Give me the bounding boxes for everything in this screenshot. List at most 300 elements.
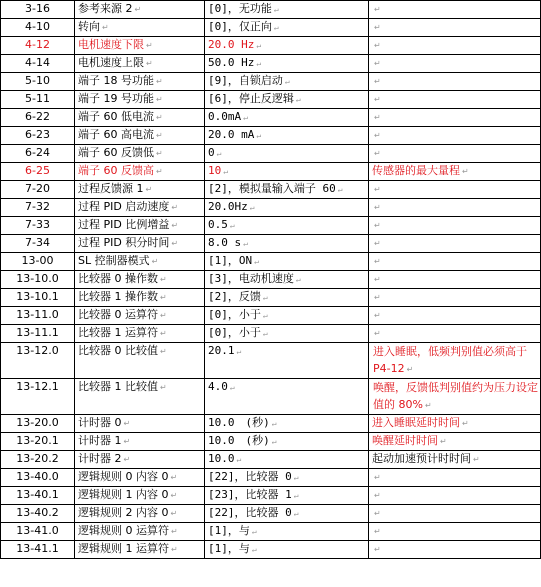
param-note-cell xyxy=(369,91,541,109)
paragraph-mark-icon: ↵ xyxy=(374,473,381,482)
paragraph-mark-icon: ↵ xyxy=(262,293,268,302)
paragraph-mark-icon: ↵ xyxy=(170,509,178,518)
param-value-text: 8.0 s xyxy=(208,236,242,249)
param-name-cell xyxy=(75,451,205,469)
paragraph-mark-icon: ↵ xyxy=(374,491,381,500)
param-note-cell xyxy=(369,289,541,307)
param-value-text: [0]，小于 xyxy=(208,308,261,321)
table-row xyxy=(1,55,541,73)
param-code-cell xyxy=(1,541,75,559)
param-note-cell xyxy=(369,451,541,469)
paragraph-mark-icon: ↵ xyxy=(374,5,381,14)
table-row xyxy=(1,163,541,181)
param-code-text: 7-20 xyxy=(25,182,50,195)
param-code-cell xyxy=(1,433,75,451)
param-code-text: 6-22 xyxy=(25,110,50,123)
param-code-text: 7-33 xyxy=(25,218,50,231)
param-value-cell xyxy=(205,235,369,253)
param-name-cell xyxy=(75,469,205,487)
paragraph-mark-icon: ↵ xyxy=(440,437,447,446)
param-code-text: 13-11.0 xyxy=(16,308,59,321)
param-name-text: 计时器 2 xyxy=(78,452,122,465)
paragraph-mark-icon: ↵ xyxy=(256,59,262,68)
param-code-text: 4-10 xyxy=(25,20,50,33)
param-value-cell xyxy=(205,37,369,55)
paragraph-mark-icon: ↵ xyxy=(293,509,299,518)
param-code-cell xyxy=(1,451,75,469)
param-value-text: 10 xyxy=(208,164,222,177)
paragraph-mark-icon: ↵ xyxy=(262,311,268,320)
param-value-text: [23]，比较器 1 xyxy=(208,488,292,501)
param-value-cell xyxy=(205,217,369,235)
param-value-text: [1]，与 xyxy=(208,524,250,537)
param-value-text: 20.0 mA xyxy=(208,128,255,141)
param-code-text: 13-10.0 xyxy=(16,272,59,285)
param-code-cell xyxy=(1,415,75,433)
param-value-text: [0]，仅正向 xyxy=(208,20,272,33)
paragraph-mark-icon: ↵ xyxy=(374,113,381,122)
table-row xyxy=(1,415,541,433)
param-name-cell xyxy=(75,199,205,217)
param-code-cell xyxy=(1,37,75,55)
paragraph-mark-icon: ↵ xyxy=(170,473,178,482)
param-code-text: 13-40.1 xyxy=(16,488,59,501)
paragraph-mark-icon: ↵ xyxy=(374,509,381,518)
param-code-text: 7-34 xyxy=(25,236,50,249)
param-note-cell xyxy=(369,433,541,451)
paragraph-mark-icon: ↵ xyxy=(374,311,381,320)
param-code-cell xyxy=(1,523,75,541)
table-row xyxy=(1,289,541,307)
param-code-text: 13-12.1 xyxy=(16,380,59,393)
param-code-cell xyxy=(1,181,75,199)
param-name-cell xyxy=(75,379,205,415)
paragraph-mark-icon: ↵ xyxy=(473,455,480,464)
paragraph-mark-icon: ↵ xyxy=(223,167,229,176)
param-value-text: 0.5 xyxy=(208,218,228,231)
param-note-cell xyxy=(369,505,541,523)
paragraph-mark-icon: ↵ xyxy=(156,149,163,158)
param-name-cell xyxy=(75,217,205,235)
param-code-text: 13-12.0 xyxy=(16,344,59,357)
param-code-text: 6-25 xyxy=(25,164,50,177)
param-name-text: 端子 19 号功能 xyxy=(78,92,154,105)
param-value-text: 50.0 Hz xyxy=(208,56,255,69)
param-code-text: 13-10.1 xyxy=(16,290,59,303)
param-value-text: 0.0mA xyxy=(208,110,242,123)
table-row xyxy=(1,451,541,469)
param-name-cell xyxy=(75,181,205,199)
param-code-cell xyxy=(1,289,75,307)
paragraph-mark-icon: ↵ xyxy=(229,383,235,392)
param-code-text: 13-40.0 xyxy=(16,470,59,483)
paragraph-mark-icon: ↵ xyxy=(374,221,381,230)
param-code-text: 4-14 xyxy=(25,56,50,69)
paragraph-mark-icon: ↵ xyxy=(295,275,301,284)
table-row xyxy=(1,199,541,217)
param-code-text: 13-41.0 xyxy=(16,524,59,537)
param-value-cell xyxy=(205,541,369,559)
param-value-cell xyxy=(205,253,369,271)
param-note-cell xyxy=(369,487,541,505)
param-name-cell xyxy=(75,325,205,343)
param-name-text: 过程 PID 启动速度 xyxy=(78,200,170,213)
table-row xyxy=(1,487,541,505)
param-name-cell xyxy=(75,109,205,127)
param-code-cell xyxy=(1,73,75,91)
param-code-text: 13-20.2 xyxy=(16,452,59,465)
param-note-text: 传感器的最大量程 xyxy=(372,164,460,177)
paragraph-mark-icon: ↵ xyxy=(374,95,381,104)
paragraph-mark-icon: ↵ xyxy=(271,437,277,446)
table-row xyxy=(1,271,541,289)
table-row xyxy=(1,541,541,559)
param-note-cell xyxy=(369,199,541,217)
param-value-text: 10.0 xyxy=(208,452,235,465)
param-name-cell xyxy=(75,145,205,163)
param-value-text: 10.0 (秒) xyxy=(208,434,270,447)
paragraph-mark-icon: ↵ xyxy=(256,41,262,50)
param-note-cell xyxy=(369,1,541,19)
param-value-text: [6]，停止反逻辑 xyxy=(208,92,294,105)
param-code-text: 13-41.1 xyxy=(16,542,59,555)
paragraph-mark-icon: ↵ xyxy=(337,185,343,194)
param-value-cell xyxy=(205,1,369,19)
paragraph-mark-icon: ↵ xyxy=(156,113,163,122)
parameter-table-body xyxy=(1,1,541,559)
param-name-text: 电机速度上限 xyxy=(78,56,144,69)
paragraph-mark-icon: ↵ xyxy=(374,329,381,338)
param-code-cell xyxy=(1,505,75,523)
param-code-text: 5-11 xyxy=(25,92,50,105)
paragraph-mark-icon: ↵ xyxy=(151,257,159,266)
param-value-cell xyxy=(205,91,369,109)
paragraph-mark-icon: ↵ xyxy=(273,23,279,32)
param-code-cell xyxy=(1,127,75,145)
param-name-text: 转向 xyxy=(78,20,100,33)
param-value-cell xyxy=(205,73,369,91)
param-name-text: 过程反馈源 1 xyxy=(78,182,144,195)
param-value-text: [0]，小于 xyxy=(208,326,261,339)
param-note-cell xyxy=(369,181,541,199)
paragraph-mark-icon: ↵ xyxy=(156,77,163,86)
param-code-text: 5-10 xyxy=(25,74,50,87)
table-row xyxy=(1,379,541,415)
param-value-text: [3]，电动机速度 xyxy=(208,272,294,285)
param-note-cell xyxy=(369,145,541,163)
param-name-text: 比较器 0 比较值 xyxy=(78,344,158,357)
param-value-text: 20.0 Hz xyxy=(208,38,255,51)
param-note-text: 进入睡眠延时时间 xyxy=(372,416,460,429)
paragraph-mark-icon: ↵ xyxy=(160,293,167,302)
paragraph-mark-icon: ↵ xyxy=(156,131,163,140)
param-code-cell xyxy=(1,487,75,505)
param-value-text: 10.0 (秒) xyxy=(208,416,270,429)
param-note-cell xyxy=(369,469,541,487)
paragraph-mark-icon: ↵ xyxy=(374,527,381,536)
table-row xyxy=(1,433,541,451)
paragraph-mark-icon: ↵ xyxy=(374,131,381,140)
param-name-text: 比较器 1 比较值 xyxy=(78,380,158,393)
table-row xyxy=(1,91,541,109)
paragraph-mark-icon: ↵ xyxy=(293,491,299,500)
param-name-text: 比较器 0 操作数 xyxy=(78,272,158,285)
table-row xyxy=(1,523,541,541)
param-code-cell xyxy=(1,91,75,109)
param-note-cell xyxy=(369,235,541,253)
table-row xyxy=(1,343,541,379)
param-note-cell xyxy=(369,343,541,379)
paragraph-mark-icon: ↵ xyxy=(284,77,290,86)
paragraph-mark-icon: ↵ xyxy=(160,275,167,284)
param-name-cell xyxy=(75,55,205,73)
param-note-text: 起动加速预计时时间 xyxy=(372,452,471,465)
paragraph-mark-icon: ↵ xyxy=(123,437,131,446)
param-note-cell xyxy=(369,163,541,181)
param-code-text: 3-16 xyxy=(25,2,50,15)
param-code-cell xyxy=(1,235,75,253)
param-name-cell xyxy=(75,271,205,289)
param-value-cell xyxy=(205,145,369,163)
param-value-text: [1]，与 xyxy=(208,542,250,555)
param-note-cell xyxy=(369,127,541,145)
param-value-text: [22]，比较器 0 xyxy=(208,506,292,519)
param-code-cell xyxy=(1,19,75,37)
paragraph-mark-icon: ↵ xyxy=(229,221,235,230)
paragraph-mark-icon: ↵ xyxy=(256,131,262,140)
paragraph-mark-icon: ↵ xyxy=(171,239,179,248)
paragraph-mark-icon: ↵ xyxy=(160,311,167,320)
param-code-cell xyxy=(1,271,75,289)
paragraph-mark-icon: ↵ xyxy=(102,23,109,32)
paragraph-mark-icon: ↵ xyxy=(262,329,268,338)
param-note-cell xyxy=(369,307,541,325)
paragraph-mark-icon: ↵ xyxy=(145,185,153,194)
param-code-text: 4-12 xyxy=(25,38,50,51)
param-name-text: 端子 18 号功能 xyxy=(78,74,154,87)
table-row xyxy=(1,73,541,91)
param-value-cell xyxy=(205,163,369,181)
paragraph-mark-icon: ↵ xyxy=(462,419,469,428)
table-row xyxy=(1,217,541,235)
param-name-cell xyxy=(75,235,205,253)
param-name-text: 端子 60 高电流 xyxy=(78,128,154,141)
param-name-cell xyxy=(75,37,205,55)
param-note-cell xyxy=(369,55,541,73)
param-value-cell xyxy=(205,109,369,127)
param-value-cell xyxy=(205,307,369,325)
paragraph-mark-icon: ↵ xyxy=(134,5,142,14)
param-value-cell xyxy=(205,415,369,433)
param-code-cell xyxy=(1,163,75,181)
param-name-cell xyxy=(75,307,205,325)
param-value-text: [0]，无功能 xyxy=(208,2,272,15)
param-name-text: 电机速度下限 xyxy=(78,38,144,51)
paragraph-mark-icon: ↵ xyxy=(374,203,381,212)
param-code-cell xyxy=(1,469,75,487)
param-name-cell xyxy=(75,523,205,541)
paragraph-mark-icon: ↵ xyxy=(374,239,381,248)
param-name-text: 端子 60 低电流 xyxy=(78,110,154,123)
paragraph-mark-icon: ↵ xyxy=(374,23,381,32)
param-value-cell xyxy=(205,523,369,541)
table-row xyxy=(1,1,541,19)
paragraph-mark-icon: ↵ xyxy=(374,59,381,68)
param-code-cell xyxy=(1,379,75,415)
paragraph-mark-icon: ↵ xyxy=(216,149,222,158)
param-value-cell xyxy=(205,199,369,217)
param-code-text: 7-32 xyxy=(25,200,50,213)
paragraph-mark-icon: ↵ xyxy=(374,185,381,194)
param-value-cell xyxy=(205,127,369,145)
paragraph-mark-icon: ↵ xyxy=(171,545,178,554)
paragraph-mark-icon: ↵ xyxy=(462,167,469,176)
param-code-cell xyxy=(1,343,75,379)
paragraph-mark-icon: ↵ xyxy=(374,545,381,554)
paragraph-mark-icon: ↵ xyxy=(170,491,178,500)
paragraph-mark-icon: ↵ xyxy=(123,455,131,464)
param-name-text: 端子 60 反馈低 xyxy=(78,146,154,159)
table-row xyxy=(1,505,541,523)
param-code-text: 13-20.1 xyxy=(16,434,59,447)
param-name-cell xyxy=(75,91,205,109)
table-row xyxy=(1,235,541,253)
param-name-cell xyxy=(75,253,205,271)
param-value-cell xyxy=(205,505,369,523)
param-value-text: [1]，ON xyxy=(208,254,253,267)
param-value-cell xyxy=(205,325,369,343)
param-value-cell xyxy=(205,343,369,379)
param-name-cell xyxy=(75,289,205,307)
param-name-text: 过程 PID 比例增益 xyxy=(78,218,170,231)
table-row xyxy=(1,109,541,127)
paragraph-mark-icon: ↵ xyxy=(374,41,381,50)
table-row xyxy=(1,19,541,37)
paragraph-mark-icon: ↵ xyxy=(123,419,131,428)
param-name-cell xyxy=(75,487,205,505)
param-name-text: 逻辑规则 0 运算符 xyxy=(78,524,169,537)
param-name-text: 比较器 1 操作数 xyxy=(78,290,158,303)
param-note-cell xyxy=(369,109,541,127)
param-value-text: [9]，自锁启动 xyxy=(208,74,283,87)
param-value-cell xyxy=(205,181,369,199)
param-value-text: 20.1 xyxy=(208,344,235,357)
table-row xyxy=(1,325,541,343)
param-value-text: 0 xyxy=(208,146,215,159)
param-code-text: 6-24 xyxy=(25,146,50,159)
paragraph-mark-icon: ↵ xyxy=(171,527,178,536)
param-code-cell xyxy=(1,109,75,127)
paragraph-mark-icon: ↵ xyxy=(171,221,179,230)
param-value-text: [2]，模拟量输入端子 60 xyxy=(208,182,336,195)
paragraph-mark-icon: ↵ xyxy=(156,167,163,176)
param-value-text: 20.0Hz xyxy=(208,200,248,213)
param-name-text: 逻辑规则 0 内容 0 xyxy=(78,470,169,483)
param-value-text: [2]，反馈 xyxy=(208,290,261,303)
param-note-cell xyxy=(369,37,541,55)
paragraph-mark-icon: ↵ xyxy=(171,203,179,212)
paragraph-mark-icon: ↵ xyxy=(254,257,259,266)
param-name-text: 端子 60 反馈高 xyxy=(78,164,154,177)
param-note-cell xyxy=(369,523,541,541)
table-row xyxy=(1,145,541,163)
param-name-text: 过程 PID 积分时间 xyxy=(78,236,170,249)
param-code-cell xyxy=(1,199,75,217)
paragraph-mark-icon: ↵ xyxy=(236,455,242,464)
param-value-text: [22]，比较器 0 xyxy=(208,470,292,483)
param-code-cell xyxy=(1,307,75,325)
param-note-cell xyxy=(369,217,541,235)
param-value-cell xyxy=(205,19,369,37)
param-name-cell xyxy=(75,505,205,523)
param-note-cell xyxy=(369,73,541,91)
table-row xyxy=(1,307,541,325)
param-code-text: 13-11.1 xyxy=(16,326,59,339)
param-code-cell xyxy=(1,217,75,235)
paragraph-mark-icon: ↵ xyxy=(251,545,257,554)
param-note-cell xyxy=(369,379,541,415)
param-note-cell xyxy=(369,541,541,559)
param-name-cell xyxy=(75,343,205,379)
paragraph-mark-icon: ↵ xyxy=(243,113,248,122)
param-value-cell xyxy=(205,289,369,307)
param-value-cell xyxy=(205,379,369,415)
table-row xyxy=(1,469,541,487)
param-name-text: SL 控制器模式 xyxy=(78,254,150,267)
param-code-text: 13-00 xyxy=(21,254,54,267)
paragraph-mark-icon: ↵ xyxy=(374,149,381,158)
param-code-text: 13-40.2 xyxy=(16,506,59,519)
param-value-cell xyxy=(205,433,369,451)
param-name-cell xyxy=(75,541,205,559)
paragraph-mark-icon: ↵ xyxy=(251,527,257,536)
param-value-cell xyxy=(205,487,369,505)
param-name-cell xyxy=(75,415,205,433)
param-code-cell xyxy=(1,55,75,73)
param-note-cell xyxy=(369,415,541,433)
paragraph-mark-icon: ↵ xyxy=(243,239,248,248)
param-name-text: 逻辑规则 1 运算符 xyxy=(78,542,169,555)
param-name-text: 逻辑规则 2 内容 0 xyxy=(78,506,169,519)
param-name-text: 比较器 1 运算符 xyxy=(78,326,158,339)
param-note-cell xyxy=(369,325,541,343)
paragraph-mark-icon: ↵ xyxy=(374,275,381,284)
param-name-text: 参考来源 2 xyxy=(78,2,133,15)
paragraph-mark-icon: ↵ xyxy=(406,365,414,374)
param-value-cell xyxy=(205,451,369,469)
param-code-text: 13-20.0 xyxy=(16,416,59,429)
param-code-cell xyxy=(1,253,75,271)
paragraph-mark-icon: ↵ xyxy=(236,347,242,356)
paragraph-mark-icon: ↵ xyxy=(273,5,279,14)
param-name-text: 比较器 0 运算符 xyxy=(78,308,158,321)
param-note-text: 进入睡眠，低频判别值必须高于 P4-12 xyxy=(373,345,527,375)
paragraph-mark-icon: ↵ xyxy=(374,257,381,266)
paragraph-mark-icon: ↵ xyxy=(271,419,277,428)
param-code-text: 6-23 xyxy=(25,128,50,141)
paragraph-mark-icon: ↵ xyxy=(160,329,167,338)
table-row xyxy=(1,127,541,145)
param-name-cell xyxy=(75,19,205,37)
param-code-cell xyxy=(1,1,75,19)
paragraph-mark-icon: ↵ xyxy=(295,95,301,104)
paragraph-mark-icon: ↵ xyxy=(146,41,153,50)
param-code-cell xyxy=(1,325,75,343)
param-name-cell xyxy=(75,127,205,145)
param-note-cell xyxy=(369,19,541,37)
paragraph-mark-icon: ↵ xyxy=(374,293,381,302)
paragraph-mark-icon: ↵ xyxy=(374,77,381,86)
